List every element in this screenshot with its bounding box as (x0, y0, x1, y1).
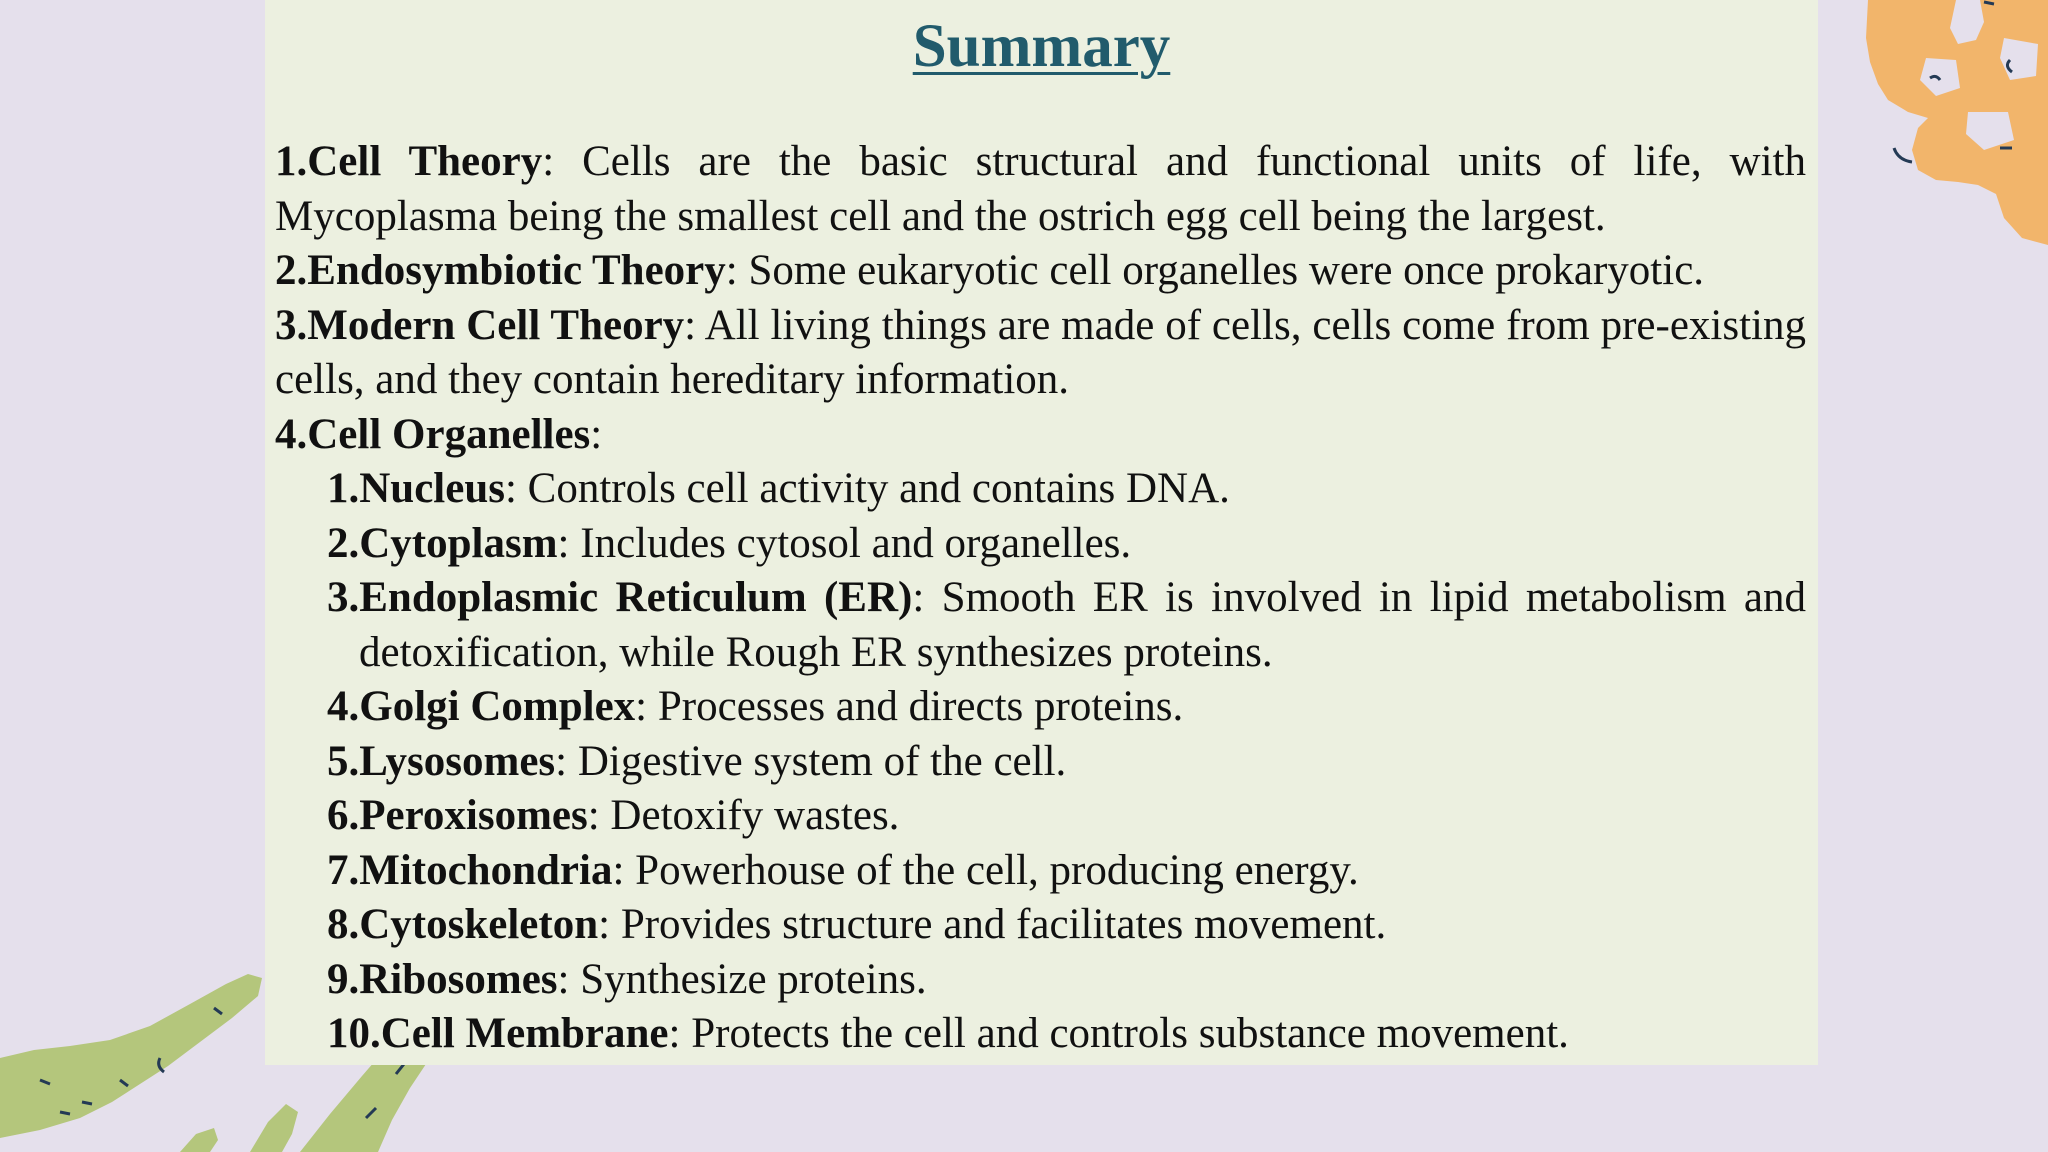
organelle-text: : Synthesize proteins. (557, 955, 927, 1003)
organelle-item-cytoplasm (327, 517, 1806, 572)
organelle-text: : Processes and directs proteins. (635, 683, 1184, 730)
organelle-text: : Provides structure and facilitates movement. (598, 901, 1387, 948)
organelle-label: 2.Cytoplasm (327, 519, 558, 567)
organelle-item-ribosomes (327, 953, 1806, 1008)
item-text: : Some eukaryotic cell organelles were once prokaryotic. (725, 247, 1705, 294)
item-text: : (590, 410, 603, 458)
organelle-text: : Controls cell activity and contains DNA. (504, 465, 1230, 512)
organelle-item-cell-membrane (327, 1007, 1806, 1062)
organelle-text: : Smooth ER is involved in lipid metabolism and detoxification, while Rough ER synthesizes proteins. (359, 574, 1806, 676)
organelle-item-lysosomes (327, 735, 1806, 790)
item-label: 1.Cell Theory (275, 138, 543, 185)
summary-item-endosymbiotic-theory (275, 244, 1806, 299)
organelle-text: : Includes cytosol and organelles. (557, 519, 1132, 567)
summary-list (275, 135, 1806, 1062)
organelle-text: : Powerhouse of the cell, producing energy. (612, 846, 1359, 894)
organelle-text: : Digestive system of the cell. (555, 737, 1067, 785)
organelle-label: 10.Cell Membrane (327, 1010, 669, 1057)
summary-item-cell-organelles (275, 408, 1806, 463)
organelle-label: 6.Peroxisomes (327, 792, 588, 839)
organelle-label: 7.Mitochondria (327, 846, 613, 894)
organelle-item-mitochondria (327, 844, 1806, 899)
slide-content-panel (265, 0, 1818, 1065)
organelle-text: : Detoxify wastes. (587, 792, 900, 839)
organelle-label: 4.Golgi Complex (327, 683, 636, 730)
organelle-item-nucleus (327, 462, 1806, 517)
organelle-label: 8.Cytoskeleton (327, 901, 599, 948)
organelle-item-cytoskeleton (327, 898, 1806, 953)
orange-mitochondria-decoration (1808, 0, 2048, 250)
item-label: 2.Endosymbiotic Theory (275, 247, 726, 294)
slide-title: Summary (912, 13, 1171, 80)
item-text: : Cells are the basic structural and functional units of life, with Mycoplasma being the smallest cell and the ostrich egg cell being the largest. (275, 138, 1806, 240)
organelle-item-peroxisomes (327, 789, 1806, 844)
item-label: 4.Cell Organelles (275, 410, 591, 458)
organelle-label: 1.Nucleus (327, 465, 505, 512)
summary-item-cell-theory (275, 135, 1806, 244)
item-text: : All living things are made of cells, cells come from pre-existing cells, and they contain hereditary information. (275, 301, 1806, 403)
organelle-text: : Protects the cell and controls substance movement. (668, 1010, 1569, 1057)
organelle-list (275, 462, 1806, 1062)
summary-item-modern-cell-theory (275, 299, 1806, 408)
organelle-label: 3.Endoplasmic Reticulum (ER) (327, 574, 913, 621)
item-label: 3.Modern Cell Theory (275, 301, 685, 349)
organelle-label: 5.Lysosomes (327, 737, 556, 785)
organelle-item-endoplasmic-reticulum (327, 571, 1806, 680)
organelle-label: 9.Ribosomes (327, 955, 558, 1003)
organelle-item-golgi-complex (327, 680, 1806, 735)
